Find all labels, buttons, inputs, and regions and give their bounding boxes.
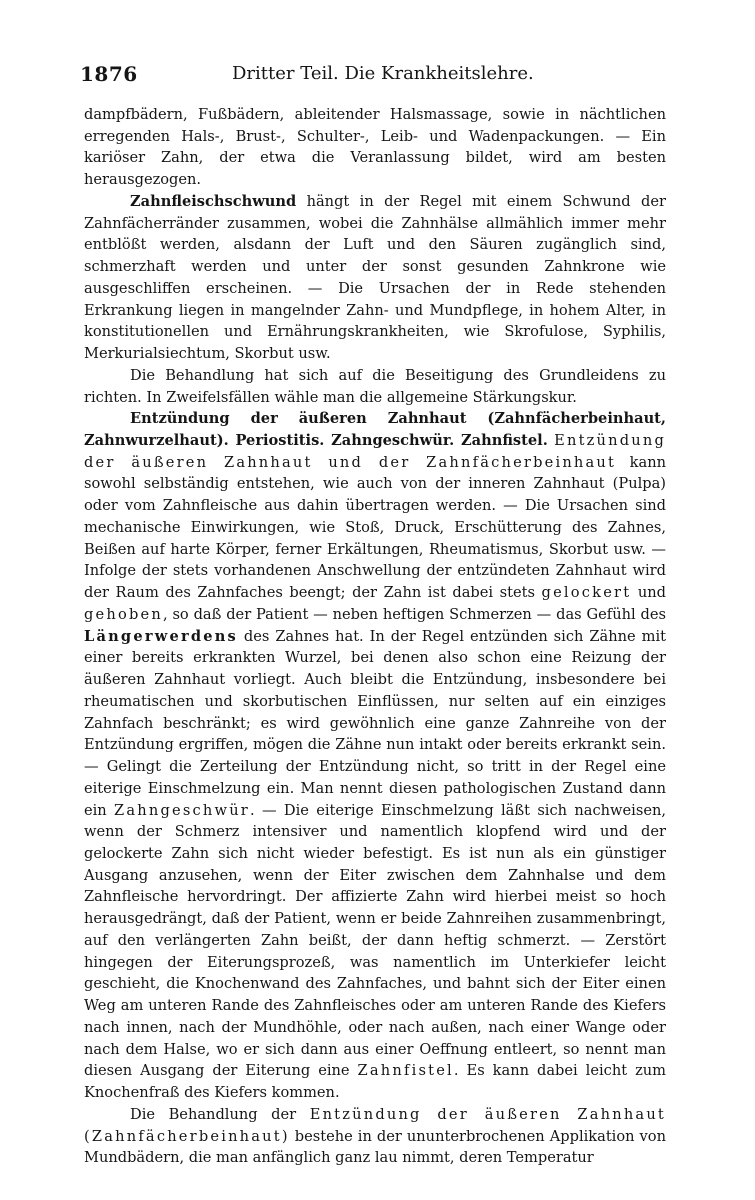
paragraph-gum-recession-treatment: [84, 365, 666, 408]
paragraph-text: , so daß der Patient — neben heftigen Schmerzen — das Gefühl des: [162, 605, 666, 623]
paragraph-periostitis: [84, 408, 666, 1104]
paragraph-gum-recession: [84, 191, 666, 365]
emphasis-text: Zahngeschwür: [114, 801, 250, 819]
section-heading-gum-recession: Zahnfleischschwund: [130, 192, 297, 210]
paragraph-bath-therapy: [84, 104, 666, 191]
emphasis-text: Zahnfistel: [357, 1062, 454, 1080]
paragraph-text: des Zahnes hat. In der Regel entzünden sich Zähne mit einer bereits erkrankten Wurzel, bei denen also schon eine Reizung der äußeren Zahnhaut vorliegt. Auch bleibt die Entzündung, insbesondere bei rheumatischen und skorbutischen Einflüssen, nur selten auf ein einziges Zahnfach beschränkt; es wird gewöhnlich eine ganze Zahnreihe von der Entzündung ergriffen, mögen die Zähne nun intakt oder bereits erkrankt sein. — Gelingt die Zerteilung der Entzündung nicht, so tritt in der Regel eine eiterige Einschmelzung ein. Man nennt diesen pathologischen Zustand dann ein: [84, 627, 666, 819]
paragraph-text: hängt in der Regel mit einem Schwund der Zahnfächerränder zusammen, wobei die Zahnhälse allmählich immer mehr entblößt werden, alsdann der Luft und den Säuren zugänglich sind, schmerzhaft werden und unter der sonst gesunden Zahnkrone wie ausgeschliffen erscheinen. — Die Ursachen der in Rede stehenden Erkrankung liegen in mangelnder Zahn- und Mundpflege, in hohem Alter, in konstitutionellen und Ernährungskrankheiten, wie Skrofulose, Syphilis, Merkurialsiechtum, Skorbut usw.: [84, 192, 666, 363]
paragraph-text: Die Behandlung der: [130, 1105, 310, 1123]
emphasis-text: gelockert: [541, 584, 632, 602]
page-body: [84, 104, 666, 1169]
page-header: [80, 62, 670, 86]
paragraph-text: . — Die eiterige Einschmelzung läßt sich nachweisen, wenn der Schmerz intensiver und namentlich klopfend wird und der gelockerte Zahn sich nicht wieder befestigt. Es ist nun als ein günstiger Ausgang anzusehen, wenn der Eiter zwischen dem Zahnhalse und dem Zahnfleische hervordringt. Der affizierte Zahn wird hierbei meist so hoch herausgedrängt, daß der Patient, wenn er beide Zahnreihen zusammenbringt, auf den verlängerten Zahn beißt, der dann heftig schmerzt. — Zerstört hingegen der Eiterungsprozeß, was namentlich im Unterkiefer leicht geschieht, die Knochenwand des Zahnfaches, und bahnt sich der Eiter einen Weg am unteren Rande des Zahnfleisches oder am unteren Rande des Kiefers nach innen, nach der Mundhöhle, oder nach außen, nach einer Wange oder nach dem Halse, wo er sich dann aus einer Oeffnung entleert, so nennt man diesen Ausgang der Eiterung eine: [84, 801, 667, 1080]
paragraph-text: kann sowohl selbständig entstehen, wie auch von der inneren Zahnhaut (Pulpa) oder vom Zahnfleische aus dahin übertragen werden. — Die Ursachen sind mechanische Einwirkungen, wie Stoß, Druck, Erschütterung des Zahnes, Beißen auf harte Körper, ferner Erkältungen, Rheumatismus, Skorbut usw. — Infolge der stets vorhandenen Anschwellung der entzündeten Zahnhaut wird der Raum des Zahnfaches beengt; der Zahn ist dabei stets: [84, 453, 666, 602]
section-heading-periostitis: Entzündung der äußeren Zahnhaut (Zahnfächerbeinhaut, Zahnwurzelhaut). Periostitis. Zahngeschwür. Zahnfistel.: [84, 410, 666, 450]
paragraph-text: Die Behandlung hat sich auf die Beseitigung des Grundleidens zu richten. In Zweifelsfällen wähle man die allgemeine Stärkungskur.: [84, 366, 666, 406]
page-number: 1876: [80, 62, 138, 86]
paragraph-text: dampfbädern, Fußbädern, ableitender Halsmassage, sowie in nächtlichen erregenden Hals-, Brust-, Schulter-, Leib- und Wadenpackungen. — Ein kariöser Zahn, der etwa die Veranlassung bildet, wird am besten herausgezogen.: [84, 106, 666, 189]
paragraph-text: bestehe in der ununterbrochenen Applikation von Mundbädern, die man anfänglich ganz lau nimmt, deren Temperatur: [84, 1127, 666, 1167]
paragraph-text: und: [631, 584, 666, 602]
emphasis-text: gehoben: [84, 605, 163, 623]
running-head: Dritter Teil. Die Krankheitslehre.: [232, 63, 534, 84]
emphasis-text: Entzündung der äußeren Zahnhaut (Zahnfächerbeinhaut): [84, 1105, 666, 1145]
emphasis-text: Längerwerdens: [84, 627, 238, 645]
paragraph-text: . Es kann dabei leicht zum Knochenfraß des Kiefers kommen.: [84, 1062, 666, 1102]
emphasis-text: Entzündung der äußeren Zahnhaut und der Zahnfächerbeinhaut: [84, 432, 667, 471]
paragraph-periostitis-treatment: [84, 1104, 666, 1169]
